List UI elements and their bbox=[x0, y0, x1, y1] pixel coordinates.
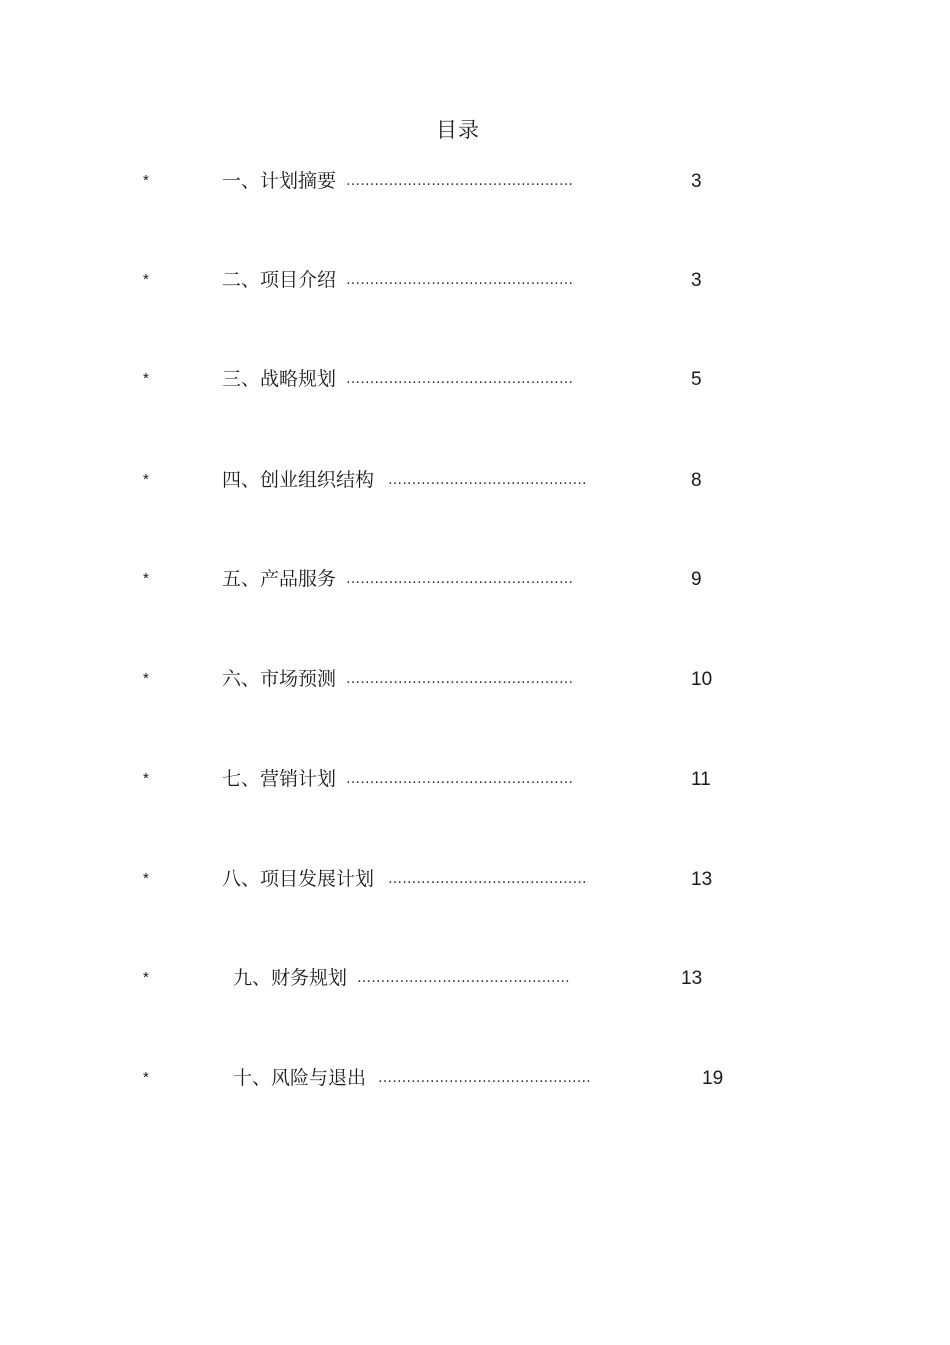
toc-entry[interactable] bbox=[0, 364, 950, 394]
toc-entry-title: 二、项目介绍 bbox=[222, 269, 337, 291]
toc-entry[interactable] bbox=[0, 864, 950, 894]
toc-page-number: 13 bbox=[681, 968, 703, 989]
toc-page-number: 3 bbox=[691, 171, 702, 192]
toc-entry[interactable] bbox=[0, 664, 950, 694]
toc-entry-title: 六、市场预测 bbox=[222, 668, 337, 690]
toc-entry-title: 七、营销计划 bbox=[222, 768, 337, 790]
toc-entry-title: 九、财务规划 bbox=[233, 967, 348, 989]
toc-entry-title: 十、风险与退出 bbox=[233, 1067, 367, 1089]
toc-entry-title: 三、战略规划 bbox=[222, 368, 337, 390]
toc-entry[interactable] bbox=[0, 465, 950, 495]
toc-bullet: * bbox=[143, 271, 149, 288]
toc-dot-leader: ………………………………………… bbox=[346, 571, 574, 587]
toc-bullet: * bbox=[143, 570, 149, 587]
toc-bullet: * bbox=[143, 471, 149, 488]
toc-entry[interactable] bbox=[0, 764, 950, 794]
toc-page-number: 13 bbox=[691, 869, 713, 890]
toc-dot-leader: ………………………………………… bbox=[346, 671, 574, 687]
toc-page-number: 19 bbox=[702, 1068, 724, 1089]
toc-bullet: * bbox=[143, 670, 149, 687]
toc-bullet: * bbox=[143, 1069, 149, 1086]
toc-dot-leader: …………………………………… bbox=[388, 871, 587, 887]
toc-dot-leader: ……………………………………… bbox=[378, 1070, 591, 1086]
toc-entry[interactable] bbox=[0, 166, 950, 196]
toc-page-number: 8 bbox=[691, 470, 702, 491]
toc-entry[interactable] bbox=[0, 564, 950, 594]
toc-entry-title: 八、项目发展计划 bbox=[222, 868, 375, 890]
toc-bullet: * bbox=[143, 770, 149, 787]
toc-entry-title: 一、计划摘要 bbox=[222, 170, 337, 192]
toc-dot-leader: ………………………………………… bbox=[346, 371, 574, 387]
toc-page-number: 9 bbox=[691, 569, 702, 590]
toc-bullet: * bbox=[143, 370, 149, 387]
toc-dot-leader: …………………………………… bbox=[388, 472, 587, 488]
toc-page-number: 3 bbox=[691, 270, 702, 291]
toc-dot-leader: ………………………………………… bbox=[346, 771, 574, 787]
toc-dot-leader: ………………………………………… bbox=[346, 173, 574, 189]
toc-bullet: * bbox=[143, 172, 149, 189]
toc-entry-title: 五、产品服务 bbox=[222, 568, 337, 590]
toc-entry[interactable] bbox=[0, 1063, 950, 1093]
toc-page-number: 5 bbox=[691, 369, 702, 390]
toc-title: 目录 bbox=[436, 118, 480, 142]
toc-page-number: 10 bbox=[691, 669, 713, 690]
toc-dot-leader: ………………………………………… bbox=[346, 272, 574, 288]
toc-bullet: * bbox=[143, 969, 149, 986]
toc-bullet: * bbox=[143, 870, 149, 887]
toc-entry-title: 四、创业组织结构 bbox=[222, 469, 375, 491]
toc-page-number: 11 bbox=[691, 769, 711, 790]
toc-entry[interactable] bbox=[0, 265, 950, 295]
toc-dot-leader: ……………………………………… bbox=[357, 970, 570, 986]
toc-entry[interactable] bbox=[0, 963, 950, 993]
